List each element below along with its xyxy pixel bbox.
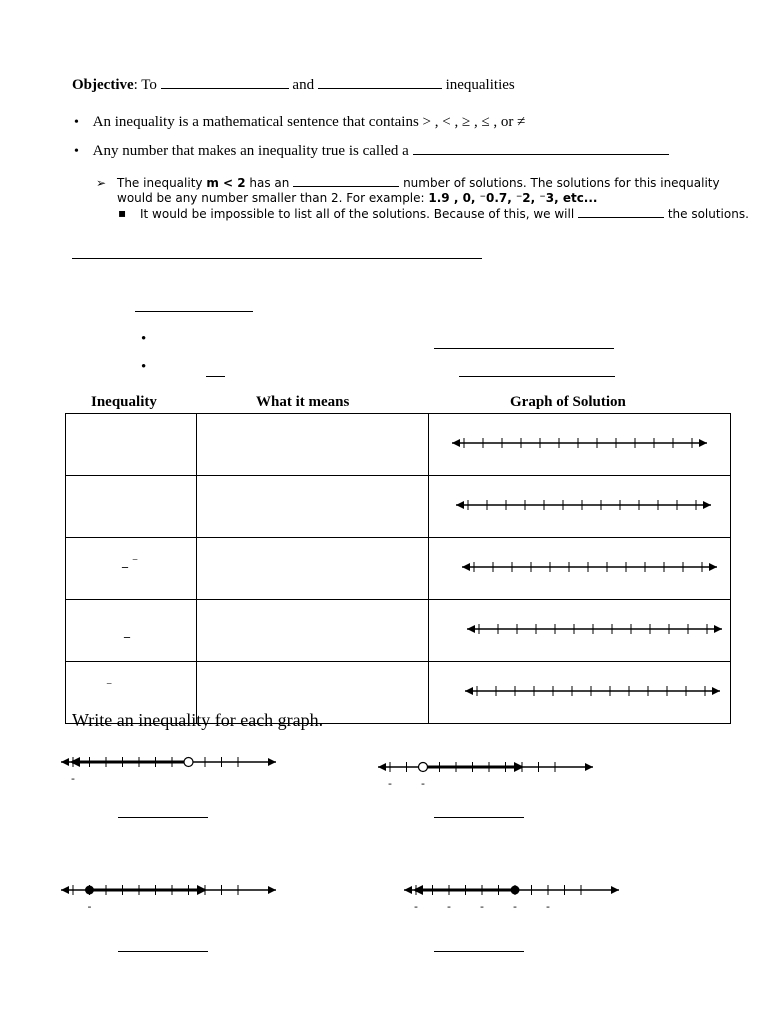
tick-label: - xyxy=(388,777,392,790)
tick-label: - xyxy=(414,900,418,913)
left-arrow-icon xyxy=(456,501,464,509)
objective-blank-1[interactable] xyxy=(161,76,289,89)
tick-label: - xyxy=(513,900,517,913)
objective-blank-2[interactable] xyxy=(318,76,442,89)
subheading-blank-line[interactable] xyxy=(135,311,253,312)
left-arrow-icon xyxy=(465,687,473,695)
answer-blank-1[interactable] xyxy=(118,817,208,818)
number-line xyxy=(429,600,730,656)
objective-line xyxy=(72,76,515,94)
sub-line3 xyxy=(140,207,749,221)
right-arrow-icon xyxy=(268,886,276,894)
inequality-cell[interactable] xyxy=(66,538,197,600)
notes-bullet-2: • xyxy=(141,359,147,375)
left-arrow-icon xyxy=(61,758,69,766)
right-arrow-icon xyxy=(714,625,722,633)
shade-arrow-icon xyxy=(70,757,80,767)
left-arrow-icon xyxy=(61,886,69,894)
meaning-cell[interactable] xyxy=(197,600,429,662)
inequality-mark: _ ⁻ xyxy=(122,554,139,568)
inequality-cell[interactable] xyxy=(66,414,197,476)
left-arrow-icon xyxy=(462,563,470,571)
shade-arrow-icon xyxy=(413,885,423,895)
header-what-it-means: What it means xyxy=(256,394,350,410)
closed-circle-icon xyxy=(511,886,520,895)
left-arrow-icon xyxy=(452,439,460,447)
sub-blank-1[interactable] xyxy=(293,176,399,187)
inequality-mark: ⁻ xyxy=(106,678,113,692)
right-arrow-icon xyxy=(709,563,717,571)
number-line xyxy=(429,476,730,532)
right-arrow-icon xyxy=(611,886,619,894)
right-arrow-icon xyxy=(703,501,711,509)
bullet-2-blank[interactable] xyxy=(413,142,669,155)
tick-label: - xyxy=(87,900,92,913)
sub-bullet-text xyxy=(117,176,720,206)
tick-label: - xyxy=(480,900,484,913)
number-line xyxy=(429,414,730,470)
objective-text-inequalities: inequalities xyxy=(445,77,515,93)
table-row xyxy=(66,538,731,600)
heading-blank-line[interactable] xyxy=(72,258,482,259)
table-row xyxy=(66,600,731,662)
graph-cell xyxy=(429,476,731,538)
right-arrow-icon xyxy=(699,439,707,447)
number-line-graph-2 xyxy=(375,757,599,793)
number-line-graph-4 xyxy=(401,880,625,916)
bullet-icon: • xyxy=(74,144,79,159)
meaning-cell[interactable] xyxy=(197,538,429,600)
tick-label: - xyxy=(447,900,451,913)
table-row xyxy=(66,476,731,538)
sub-blank-2[interactable] xyxy=(578,207,664,218)
objective-label: Objective xyxy=(72,77,134,93)
notes-blank-2[interactable] xyxy=(206,376,225,377)
bullet-2-text: Any number that makes an inequality true is called a xyxy=(92,143,409,159)
number-line-graph-3 xyxy=(58,880,282,916)
notes-bullet-1: • xyxy=(141,331,147,347)
header-graph-of-solution: Graph of Solution xyxy=(510,394,626,410)
bullet-1 xyxy=(74,114,525,131)
sub-line3-pre: It would be impossible to list all of the solutions. Because of this, we will xyxy=(140,207,575,221)
sub-bullet xyxy=(96,176,106,190)
graph-cell xyxy=(429,662,731,724)
bullet-2 xyxy=(74,142,669,160)
inequality-mark: _ xyxy=(124,624,130,638)
answer-blank-2[interactable] xyxy=(434,817,524,818)
sub-line1-post: number of solutions. The solutions for this inequality xyxy=(403,176,720,190)
table-row xyxy=(66,414,731,476)
right-arrow-icon xyxy=(268,758,276,766)
sub-line1-mid: has an xyxy=(245,176,290,190)
inequality-cell[interactable] xyxy=(66,600,197,662)
inequality-cell[interactable] xyxy=(66,476,197,538)
number-line xyxy=(429,538,730,594)
number-line-graph-1 xyxy=(58,752,282,788)
graph-cell xyxy=(429,414,731,476)
bullet-icon: • xyxy=(74,115,79,130)
arrow-bullet-icon: ➢ xyxy=(96,176,107,190)
open-circle-icon xyxy=(419,763,428,772)
objective-text-and: and xyxy=(292,77,315,93)
left-arrow-icon xyxy=(404,886,412,894)
tick-label: - xyxy=(71,772,75,785)
square-bullet-icon: ▪ xyxy=(118,206,127,220)
closed-circle-icon xyxy=(85,886,94,895)
meaning-cell[interactable] xyxy=(197,476,429,538)
meaning-cell[interactable] xyxy=(197,414,429,476)
right-arrow-icon xyxy=(585,763,593,771)
number-line xyxy=(429,662,730,718)
graph-cell xyxy=(429,538,731,600)
inequality-table xyxy=(65,413,731,724)
sub-line2-pre: would be any number smaller than 2. For example: xyxy=(117,191,429,205)
answer-blank-3[interactable] xyxy=(118,951,208,952)
sub-line1-bold: m < 2 xyxy=(206,176,246,190)
header-inequality: Inequality xyxy=(91,394,157,410)
right-arrow-icon xyxy=(712,687,720,695)
sub-line2-bold: 1.9 , 0, ⁻0.7, ⁻2, ⁻3, etc... xyxy=(428,191,598,205)
objective-text-to: : To xyxy=(133,77,157,93)
left-arrow-icon xyxy=(378,763,386,771)
graph-cell xyxy=(429,600,731,662)
tick-label: - xyxy=(546,900,550,913)
bullet-1-text: An inequality is a mathematical sentence that contains > , < , ≥ , ≤ , or ≠ xyxy=(92,114,526,130)
open-circle-icon xyxy=(184,758,193,767)
section-title: Write an inequality for each graph. xyxy=(72,710,324,730)
answer-blank-4[interactable] xyxy=(434,951,524,952)
notes-blank-1[interactable] xyxy=(434,348,614,349)
notes-blank-3[interactable] xyxy=(459,376,615,377)
sub-line3-post: the solutions. xyxy=(667,207,749,221)
sub-line1-pre: The inequality xyxy=(117,176,207,190)
left-arrow-icon xyxy=(467,625,475,633)
tick-label: - xyxy=(421,777,425,790)
